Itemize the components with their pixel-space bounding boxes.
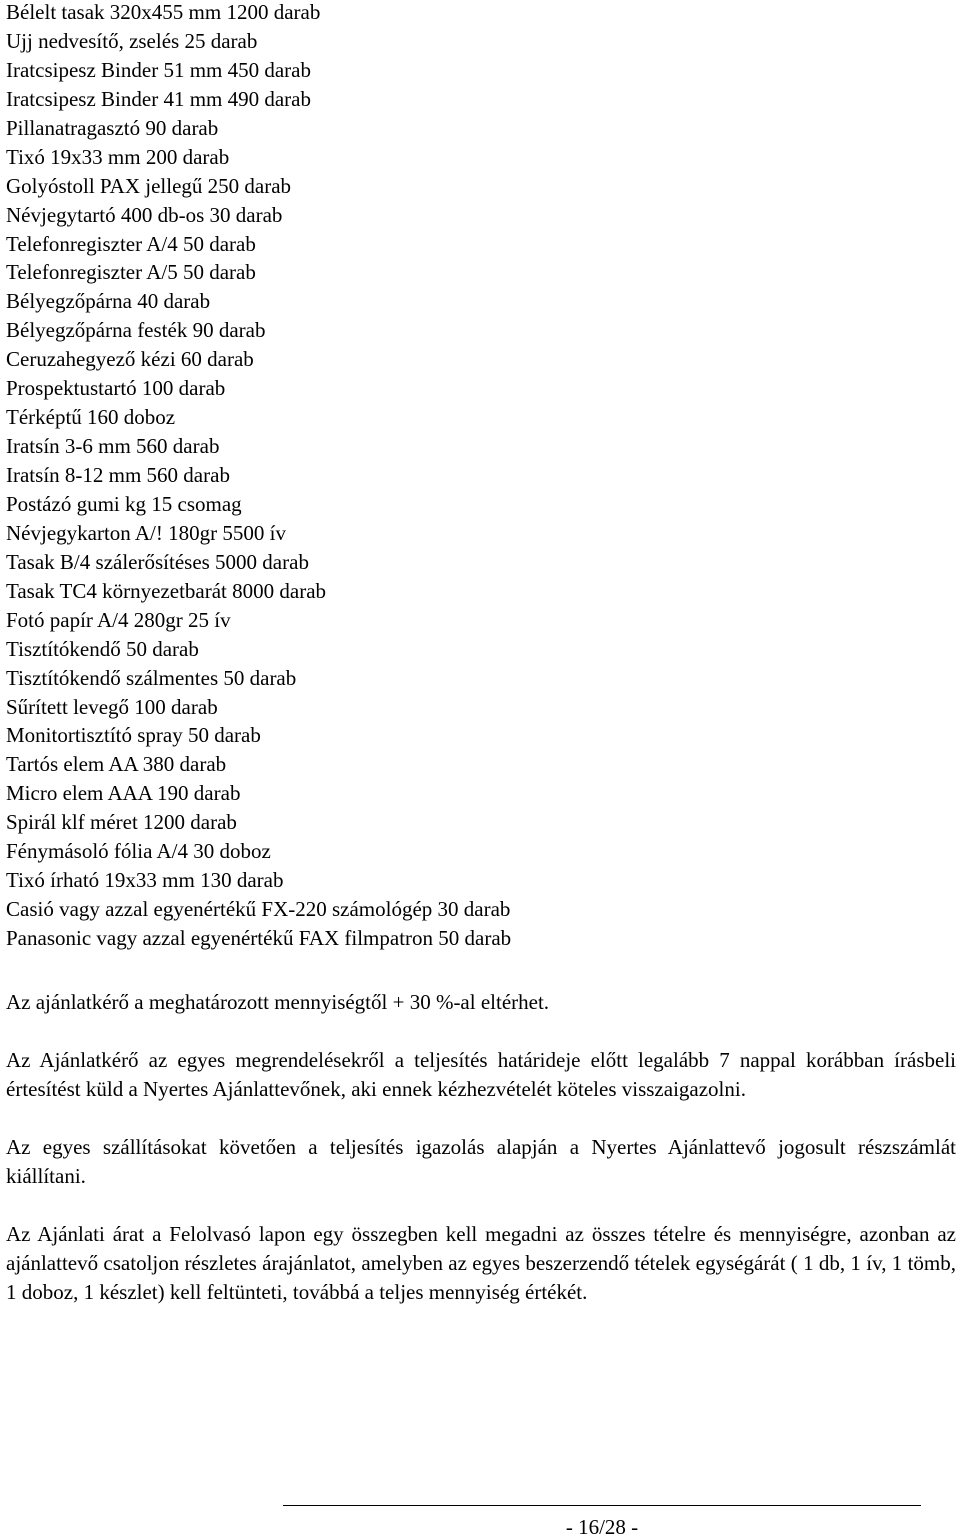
list-item: Bélelt tasak 320x455 mm 1200 darab: [6, 0, 321, 24]
list-item: Monitortisztító spray 50 darab: [6, 723, 261, 748]
list-item: Bélyegzőpárna festék 90 darab: [6, 318, 266, 343]
footer-divider: [283, 1505, 921, 1506]
list-item: Bélyegzőpárna 40 darab: [6, 289, 211, 314]
list-item: Iratcsipesz Binder 51 mm 450 darab: [6, 57, 311, 82]
list-item: Panasonic vagy azzal egyenértékű FAX filmpatron 50 darab: [6, 926, 512, 950]
list-item: Iratcsipesz Binder 41 mm 490 darab: [6, 86, 311, 111]
list-item: Fotó papír A/4 280gr 25 ív: [6, 607, 231, 632]
list-item: Tartós elem AA 380 darab: [6, 752, 227, 777]
list-item: Tasak TC4 környezetbarát 8000 darab: [6, 578, 327, 603]
item-list: [6, 0, 956, 953]
list-item: Térképtű 160 doboz: [6, 405, 176, 430]
invoice-paragraph: Az egyes szállításokat követően a teljesítés igazolás alapján a Nyertes Ajánlattevő jogosult részszámlát kiállítani.: [6, 1134, 956, 1188]
list-item: Telefonregiszter A/4 50 darab: [6, 231, 256, 256]
list-item: Ceruzahegyező kézi 60 darab: [6, 347, 254, 372]
list-item: Spirál klf méret 1200 darab: [6, 810, 237, 835]
list-item: Ujj nedvesítő, zselés 25 darab: [6, 28, 258, 53]
list-item: Névjegykarton A/! 180gr 5500 ív: [6, 520, 286, 545]
list-item: Tixó írható 19x33 mm 130 darab: [6, 868, 284, 893]
list-item: Iratsín 3-6 mm 560 darab: [6, 434, 220, 459]
list-item: Névjegytartó 400 db-os 30 darab: [6, 202, 283, 227]
list-item: Prospektustartó 100 darab: [6, 376, 226, 401]
list-item: Fénymásoló fólia A/4 30 doboz: [6, 839, 271, 864]
price-paragraph: Az Ajánlati árat a Felolvasó lapon egy összegben kell megadni az összes tételre és mennyiségre, azonban az ajánlattevő csatoljon részletes árajánlatot, amelyben az egyes beszerzendő tételek egységárát ( 1 db, 1 ív, 1 tömb, 1 doboz, 1 készlet) kell feltünteti, továbbá a teljes mennyiség értékét.: [6, 1221, 956, 1304]
list-item: Casió vagy azzal egyenértékű FX-220 számológép 30 darab: [6, 897, 511, 922]
page-number: - 16/28 -: [565, 1515, 639, 1539]
list-item: Golyóstoll PAX jellegű 250 darab: [6, 173, 292, 198]
notice-paragraph: Az Ajánlatkérő az egyes megrendelésekről a teljesítés határideje előtt legalább 7 nappal korábban írásbeli értesítést küld a Nyertes Ajánlattevőnek, aki ennek kézhezvételét köteles visszaigazolni.: [6, 1047, 956, 1101]
list-item: Tisztítókendő 50 darab: [6, 636, 199, 661]
list-item: Pillanatragasztó 90 darab: [6, 115, 219, 140]
list-item: Tasak B/4 szálerősítéses 5000 darab: [6, 549, 309, 574]
list-item: Postázó gumi kg 15 csomag: [6, 491, 242, 516]
list-item: Sűrített levegő 100 darab: [6, 694, 218, 719]
list-item: Telefonregiszter A/5 50 darab: [6, 260, 256, 285]
list-item: Iratsín 8-12 mm 560 darab: [6, 463, 230, 487]
list-item: Tixó 19x33 mm 200 darab: [6, 144, 230, 169]
list-item: Micro elem AAA 190 darab: [6, 781, 241, 806]
list-item: Tisztítókendő szálmentes 50 darab: [6, 665, 297, 690]
document-page: [6, 0, 956, 1307]
tolerance-paragraph: Az ajánlatkérő a meghatározott mennyiségtől + 30 %-al eltérhet.: [6, 989, 550, 1014]
